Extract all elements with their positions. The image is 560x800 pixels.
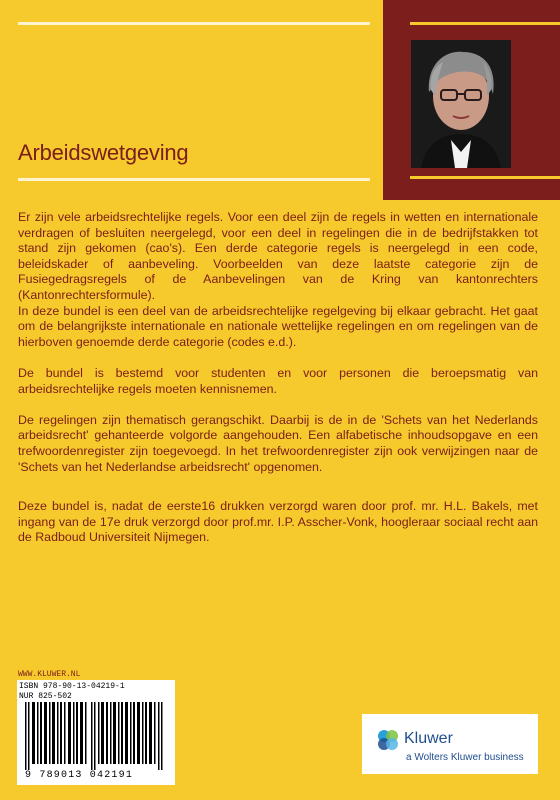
panel-rule-bottom [410,176,560,179]
book-title: Arbeidswetgeving [18,140,189,165]
panel-rule-top [410,22,560,25]
kluwer-logo-icon [376,728,400,752]
blurb-paragraph-2: In deze bundel is een deel van de arbeidsrechtelijke regelgeving bij elkaar gebracht. Het gaat om de belangrijkste internationale en nationale wettelijke regelingen en om regelingen van de hierboven genoemde derde categorie (codes e.d.). [18,303,538,349]
author-photo-graphic [411,40,511,168]
blurb-paragraph-1: Er zijn vele arbeidsrechtelijke regels. Voor een deel zijn de regels in wetten en internationale verdragen of besluiten neergelegd, voor een deel in regelingen die in de bedrijfstakken tot stand zijn gekomen (cao's). Een derde categorie regels is neergelegd in een code, beleidskader of aanbeveling. Voorbeelden van deze laatste categorie zijn de Fusiegedragsregels of de Aanbevelingen van de Kring van kantonrechters (Kantonrechtersformule). [18,210,538,302]
nur-text: NUR 825-502 [19,692,72,701]
barcode-block [17,680,175,785]
author-portrait [411,40,511,168]
title-rule [18,178,370,181]
back-cover-blurb [18,210,538,561]
isbn-text: ISBN 978-90-13-04219-1 [19,682,125,691]
barcode-graphic [25,702,167,770]
publisher-tagline: a Wolters Kluwer business [406,752,524,763]
publisher-name: Kluwer [404,730,453,747]
barcode-digits: 9 789013 042191 [25,770,134,781]
blurb-paragraph-3: De bundel is bestemd voor studenten en voor personen die beroepsmatig van arbeidsrechtelijke regels moeten kennisnemen. [18,365,538,396]
publisher-logo-block [362,714,538,774]
blurb-paragraph-4: De regelingen zijn thematisch gerangschikt. Daarbij is de in de 'Schets van het Nederlands arbeidsrecht' gehanteerde volgorde aangehouden. Een alfabetische inhoudsopgave en een trefwoordenregister zijn toegevoegd. In het trefwoordenregister zijn ook verwijzingen naar de 'Schets van het Nederlandse arbeidsrecht' opgenomen. [18,412,538,474]
blurb-paragraph-5: Deze bundel is, nadat de eerste16 drukken verzorgd waren door prof. mr. H.L. Bakels, met ingang van de 17e druk verzorgd door prof.mr. I.P. Asscher-Vonk, hoogleraar sociaal recht aan de Radboud Universiteit Nijmegen. [18,499,538,545]
top-rule [18,22,370,25]
publisher-url: WWW.KLUWER.NL [18,670,81,679]
